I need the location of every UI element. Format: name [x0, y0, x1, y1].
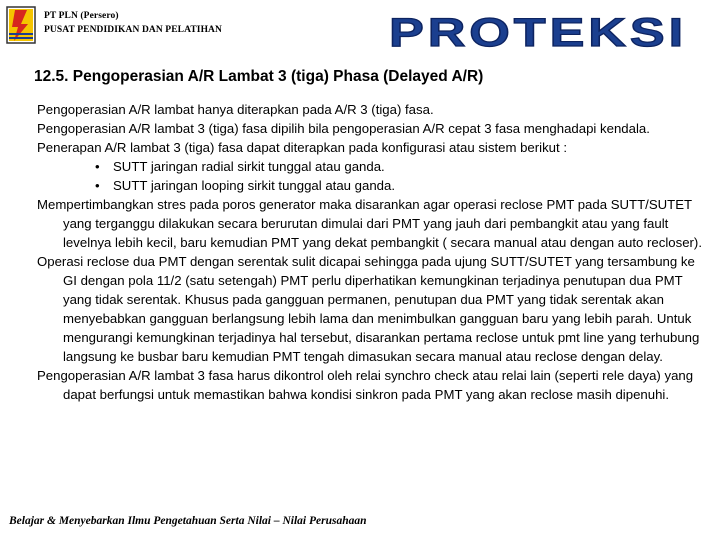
slide-body: [37, 100, 705, 404]
footer-tagline: Belajar & Menyebarkan Ilmu Pengetahuan Serta Nilai – Nilai Perusahaan: [9, 515, 367, 527]
organization-name: [44, 9, 222, 37]
pln-logo: [6, 6, 36, 44]
paragraph: Mempertimbangkan stres pada poros generator maka disarankan agar operasi reclose PMT pada SUTT/SUTET yang terganggu dilakukan secara berurutan dimulai dari PMT yang jauh dari pembangkit atau yang fault levelnya lebih kecil, baru kemudian PMT yang dekat pembangkit ( secara manual atau dengan auto recloser).: [37, 197, 702, 250]
paragraph: Penerapan A/R lambat 3 (tiga) fasa dapat diterapkan pada konfigurasi atau sistem berikut :: [37, 140, 568, 155]
paragraph: Pengoperasian A/R lambat hanya diterapkan pada A/R 3 (tiga) fasa.: [37, 102, 434, 117]
bullet-text: SUTT jaringan radial sirkit tunggal atau ganda.: [113, 159, 385, 174]
bullet-symbol: •: [95, 159, 100, 174]
bullet-symbol: •: [95, 178, 100, 193]
org-line-1: PT PLN (Persero): [44, 11, 119, 21]
bullet-item: [37, 157, 705, 176]
proteksi-banner: [385, 9, 691, 53]
slide-title: 12.5. Pengoperasian A/R Lambat 3 (tiga) Phasa (Delayed A/R): [34, 68, 484, 85]
paragraph: Pengoperasian A/R lambat 3 fasa harus dikontrol oleh relai synchro check atau relai lain (seperti rele daya) yang dapat berfungsi untuk memastikan bahwa kondisi sinkron pada PMT yang akan reclose masih dipenuhi.: [37, 368, 694, 402]
banner-text: PROTEKSI: [389, 11, 687, 53]
bullet-item: [37, 176, 705, 195]
paragraph: Pengoperasian A/R lambat 3 (tiga) fasa dipilih bila pengoperasian A/R cepat 3 fasa menghadapi kendala.: [37, 121, 650, 136]
org-line-2: PUSAT PENDIDIKAN DAN PELATIHAN: [44, 25, 222, 35]
paragraph: Operasi reclose dua PMT dengan serentak sulit dicapai sehingga pada ujung SUTT/SUTET yang tersambung ke GI dengan pola 11/2 (satu setengah) PMT perlu diperhatikan kemungkinan terjadinya penutupan dua PMT yang tidak serentak. Khusus pada gangguan permanen, penutupan dua PMT yang tidak serentak akan menyebabkan gangguan berlangsung lebih lama dan menimbulkan gangguan baru yang lebih parah. Untuk mengurangi kemungkinan terjadinya hal tersebut, disarankan pertama reclose untuk pmt line yang terhubung langsung ke busbar baru kemudian PMT tengah dimasukan secara manual atau reclose dengan delay.: [37, 254, 700, 364]
bullet-text: SUTT jaringan looping sirkit tunggal atau ganda.: [113, 178, 395, 193]
